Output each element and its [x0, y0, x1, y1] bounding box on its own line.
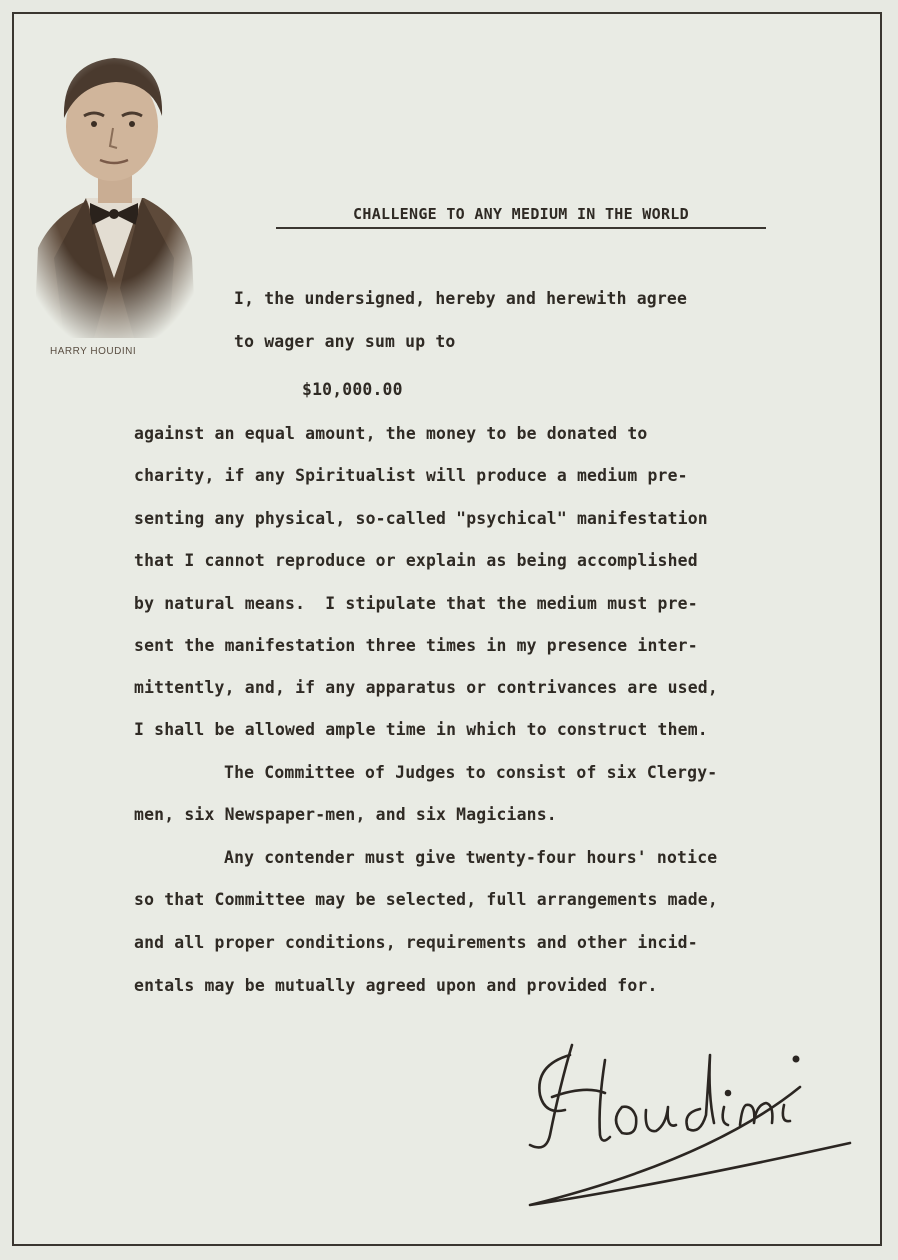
body-line: men, six Newspaper-men, and six Magicians.: [134, 805, 557, 824]
body-line: by natural means. I stipulate that the medium must pre-: [134, 594, 698, 613]
body-line: mittently, and, if any apparatus or contrivances are used,: [134, 678, 718, 697]
body-line: sent the manifestation three times in my presence inter-: [134, 636, 698, 655]
houdini-signature: [510, 1025, 870, 1225]
body-line: The Committee of Judges to consist of six Clergy-: [224, 763, 718, 782]
body-line: charity, if any Spiritualist will produce a medium pre-: [134, 466, 688, 485]
body-line: entals may be mutually agreed upon and provided for.: [134, 976, 658, 995]
houdini-portrait: [24, 38, 204, 338]
body-line: against an equal amount, the money to be donated to: [134, 424, 648, 443]
body-line: that I cannot reproduce or explain as being accomplished: [134, 551, 698, 570]
body-line: so that Committee may be selected, full arrangements made,: [134, 890, 718, 909]
body-line: I, the undersigned, hereby and herewith agree: [234, 289, 688, 308]
body-line: and all proper conditions, requirements and other incid-: [134, 933, 698, 952]
body-line: senting any physical, so-called "psychical" manifestation: [134, 509, 708, 528]
body-line: Any contender must give twenty-four hours' notice: [224, 848, 718, 867]
portrait-caption: HARRY HOUDINI: [50, 346, 137, 357]
body-line: to wager any sum up to: [234, 332, 456, 351]
document-title: CHALLENGE TO ANY MEDIUM IN THE WORLD: [276, 205, 766, 229]
body-line: I shall be allowed ample time in which to construct them.: [134, 720, 708, 739]
wager-amount: $10,000.00: [302, 380, 403, 399]
